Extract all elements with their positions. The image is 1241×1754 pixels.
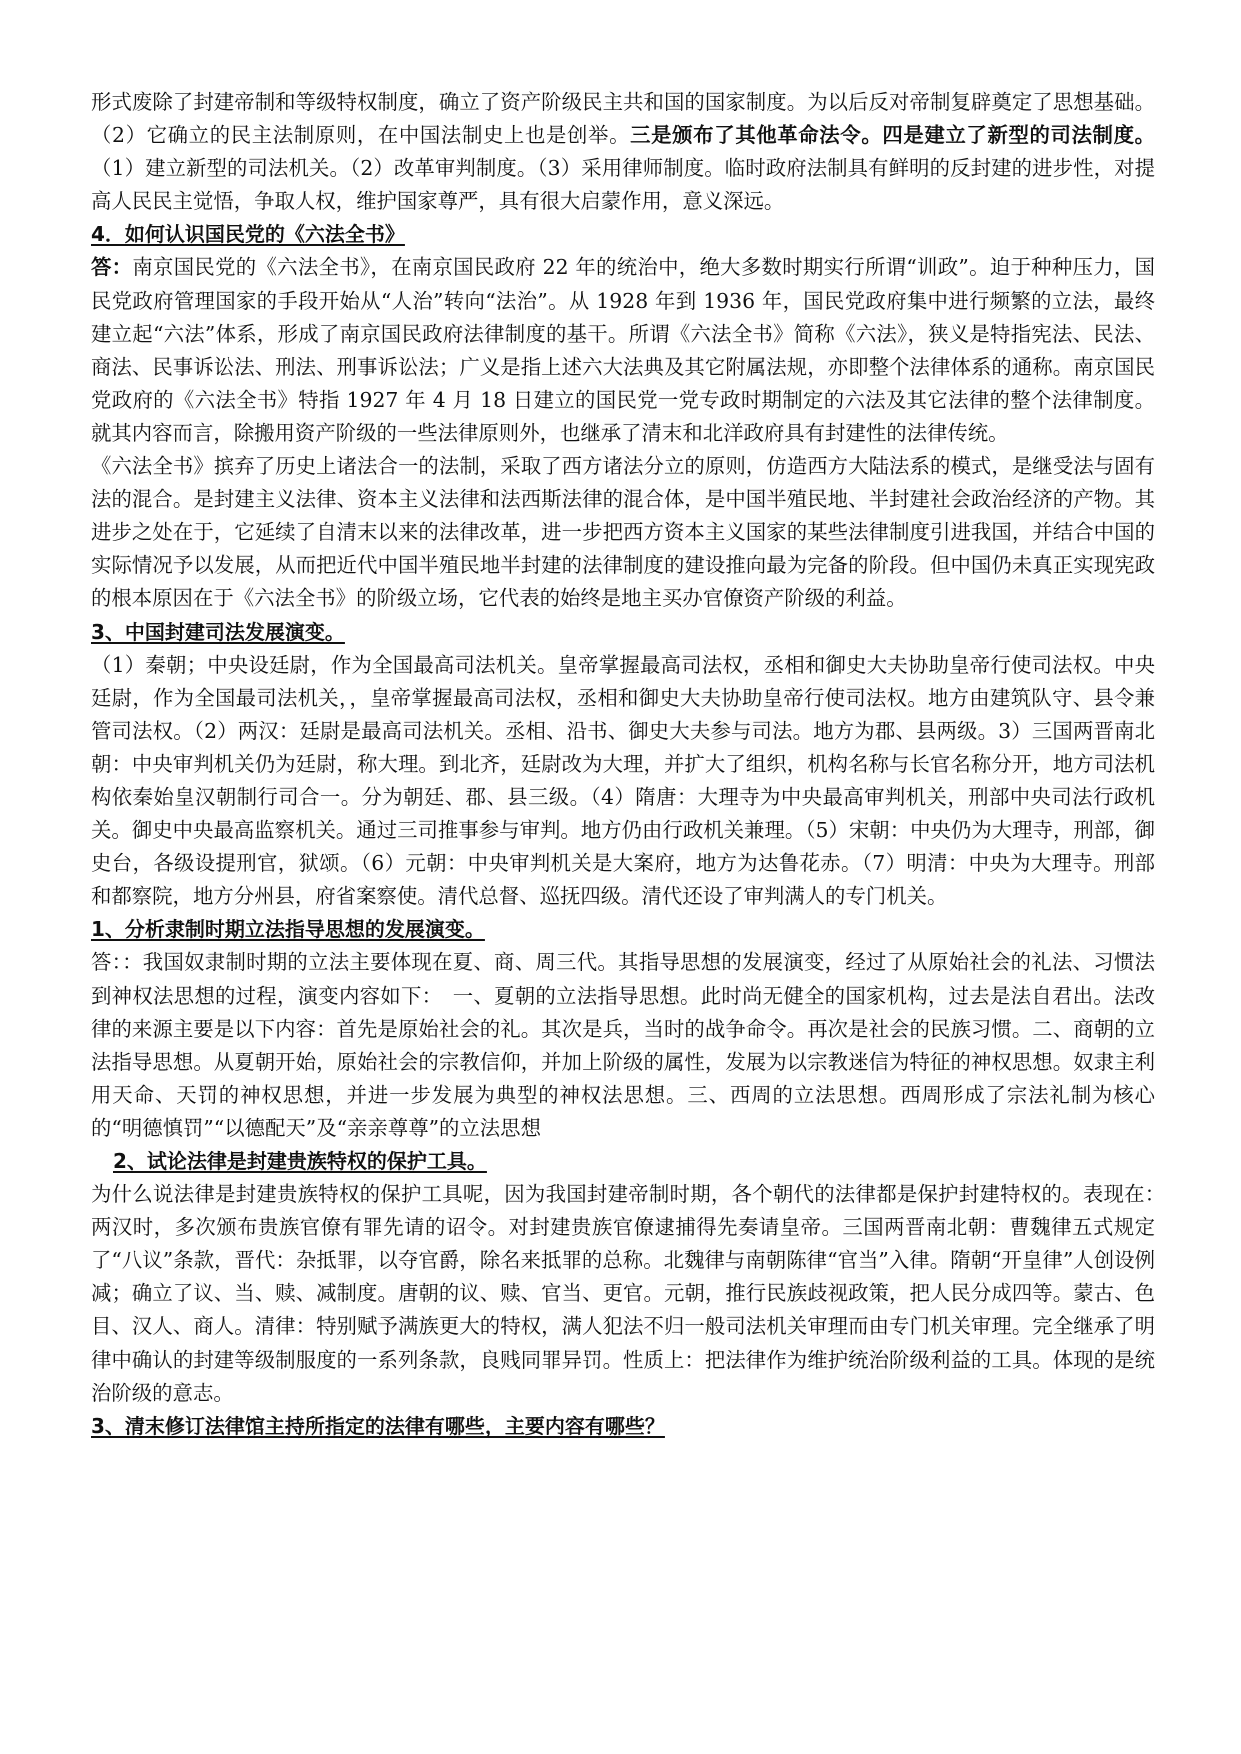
question-slavery-legislation <box>91 913 1155 946</box>
question-six-codes <box>91 218 1155 251</box>
answer-six-codes-evaluation <box>91 450 1155 615</box>
answer-nobility-privilege <box>91 1178 1176 1410</box>
document-page <box>91 86 1176 1443</box>
bold-text-run: 答： <box>91 255 133 280</box>
question-feudal-judiciary <box>91 616 1155 649</box>
question-late-qing-law-revision <box>91 1410 1155 1443</box>
bold-text-run: 三是颁布了其他革命法令。四是建立了新型的司法制度。 <box>630 123 1155 148</box>
question-heading-text: 3、中国封建司法发展演变。 <box>91 619 345 644</box>
text-run: 答：：我国奴隶制时期的立法主要体现在夏、商、周三代。其指导思想的发展演变，经过了从原始社会的礼法、习惯法到神权法思想的过程，演变内容如下： 一、夏朝的立法指导思想。此时尚无健全的国家机构，过去是法自君出。法改律的来源主要是以下内容：首先是原始社会的礼。其次是兵，当时的战争命令。再次是社会的民族习惯。二、商朝的立法指导思想。从夏朝开始，原始社会的宗教信仰，并加上阶级的属性，发展为以宗教迷信为特征的神权思想。奴隶主利用天命、天罚的神权思想，并进一步发展为典型的神权法思想。三、西周的立法思想。西周形成了宗法礼制为核心的“明德慎罚”“以德配天”及“亲亲尊尊”的立法思想 <box>91 950 1155 1140</box>
answer-feudal-judiciary <box>91 649 1155 914</box>
text-run: 《六法全书》摈弃了历史上诸法合一的法制，采取了西方诸法分立的原则，仿造西方大陆法系的模式，是继受法与固有法的混合。是封建主义法律、资本主义法律和法西斯法律的混合体，是中国半殖民地、半封建社会政治经济的产物。其进步之处在于，它延续了自清末以来的法律改革，进一步把西方资本主义国家的某些法律制度引进我国，并结合中国的实际情况予以发展，从而把近代中国半殖民地半封建的法律制度的建设推向最为完备的阶段。但中国仍未真正实现宪政的根本原因在于《六法全书》的阶级立场，它代表的始终是地主买办官僚资产阶级的利益。 <box>91 454 1155 611</box>
question-heading-text: 3、清末修订法律馆主持所指定的法律有哪些，主要内容有哪些？ <box>91 1413 665 1438</box>
answer-six-codes-definition <box>91 251 1155 450</box>
question-heading-text: 2、试论法律是封建贵族特权的保护工具。 <box>113 1149 487 1173</box>
question-nobility-privilege <box>91 1145 1155 1178</box>
text-run: 南京国民党的《六法全书》，在南京国民政府 22 年的统治中，绝大多数时期实行所谓“训政”。迫于种种压力，国民党政府管理国家的手段开始从“人治”转向“法治”。从 1928 年到 1936 年，国民党政府集中进行频繁的立法，最终建立起“六法”体系，形成了南京国民政府法律制度的基干。所谓《六法全书》简称《六法》，狭义是特指宪法、民法、商法、民事诉讼法、刑法、刑事诉讼法；广义是指上述六大法典及其它附属法规，亦即整个法律体系的通称。南京国民党政府的《六法全书》特指 1927 年 4 月 18 日建立的国民党一党专政时期制定的六法及其它法律的整个法律制度。就其内容而言，除搬用资产阶级的一些法律原则外，也继承了清末和北洋政府具有封建性的法律传统。 <box>91 255 1155 445</box>
text-run: 为什么说法律是封建贵族特权的保护工具呢，因为我国封建帝制时期，各个朝代的法律都是保护封建特权的。表现在： 两汉时，多次颁布贵族官僚有罪先请的诏令。对封建贵族官僚逮捕得先奏请皇帝。三国两晋南北朝：曹魏律五式规定了“八议”条款，晋代：杂抵罪，以夺官爵，除名来抵罪的总称。北魏律与南朝陈律“官当”入律。隋朝“开皇律”人创设例减；确立了议、当、赎、减制度。唐朝的议、赎、官当、更官。元朝，推行民族歧视政策，把人民分成四等。蒙古、色目、汉人、商人。清律：特别赋予满族更大的特权，满人犯法不归一般司法机关审理而由专门机关审理。完全继承了明律中确认的封建等级制服度的一系列条款，良贱同罪异罚。性质上：把法律作为维护统治阶级利益的工具。体现的是统治阶级的意志。 <box>91 1182 1176 1405</box>
text-run: （1）秦朝；中央设廷尉，作为全国最高司法机关。皇帝掌握最高司法权，丞相和御史大夫协助皇帝行使司法权。中央廷尉，作为全国最司法机关，，皇帝掌握最高司法权，丞相和御史大夫协助皇帝行使司法权。地方由建筑队守、县令兼管司法权。（2）两汉：廷尉是最高司法机关。丞相、沿书、御史大夫参与司法。地方为郡、县两级。3）三国两晋南北朝：中央审判机关仍为廷尉，称大理。到北齐，廷尉改为大理，并扩大了组织，机构名称与长官名称分开，地方司法机构依秦始皇汉朝制行司合一。分为朝廷、郡、县三级。（4）隋唐：大理寺为中央最高审判机关，刑部中央司法行政机关。御史中央最高监察机关。通过三司推事参与审判。地方仍由行政机关兼理。（5）宋朝：中央仍为大理寺，刑部，御史台，各级设提刑官，狱颂。（6）元朝：中央审判机关是大案府，地方为达鲁花赤。（7）明清：中央为大理寺。刑部和都察院，地方分州县，府省案察使。清代总督、巡抚四级。清代还设了审判满人的专门机关。 <box>91 652 1155 909</box>
question-heading-text: 4．如何认识国民党的《六法全书》 <box>91 222 405 247</box>
answer-slavery-legislation <box>91 946 1155 1145</box>
text-run: （1）建立新型的司法机关。（2）改革审判制度。（3）采用律师制度。临时政府法制具有鲜明的反封建的进步性，对提高人民民主觉悟，争取人权，维护国家尊严，具有很大启蒙作用，意义深远。 <box>91 156 1155 214</box>
text-run: 形式废除了封建帝制和等级特权制度，确立了资产阶级民主共和国的国家制度。为以后反对帝制复辟奠定了思想基础。（2）它确立的民主法制原则，在中国法制史上也是创举。 <box>91 90 1155 148</box>
question-heading-text: 1、分析隶制时期立法指导思想的发展演变。 <box>91 917 485 942</box>
paragraph-republic-legal-system <box>91 86 1155 218</box>
